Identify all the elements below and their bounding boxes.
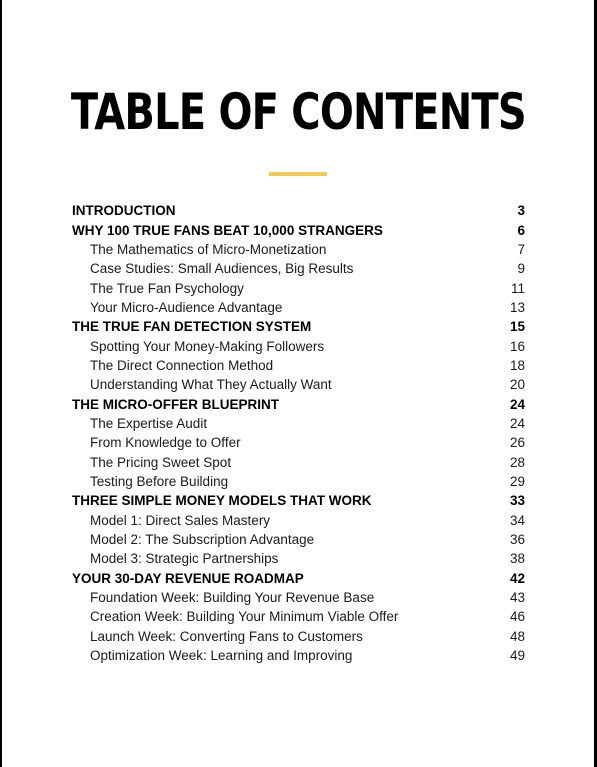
toc-section-entry[interactable] <box>72 336 525 355</box>
toc-entry-page-number: 26 <box>509 435 525 451</box>
toc-entry-page-number: 33 <box>509 493 525 509</box>
toc-entry-title: The Mathematics of Micro-Monetization <box>90 241 327 257</box>
toc-entry-title: Your Micro-Audience Advantage <box>90 299 283 315</box>
toc-entry-page-number: 34 <box>509 512 525 528</box>
toc-entry-page-number: 24 <box>509 415 525 431</box>
toc-section-entry[interactable] <box>72 298 525 317</box>
toc-section-entry[interactable] <box>72 278 525 297</box>
toc-entry-page-number: 3 <box>517 203 525 219</box>
toc-entry-title: Testing Before Building <box>90 473 229 489</box>
toc-entry-page-number: 43 <box>509 590 525 606</box>
toc-section-entry[interactable] <box>72 627 525 646</box>
toc-section-entry[interactable] <box>72 433 525 452</box>
toc-entry-title: Model 3: Strategic Partnerships <box>90 551 279 567</box>
toc-entry-title: YOUR 30-DAY REVENUE ROADMAP <box>72 570 304 586</box>
toc-chapter-entry[interactable] <box>72 569 525 588</box>
toc-entry-page-number: 24 <box>509 396 525 412</box>
toc-section-entry[interactable] <box>72 511 525 530</box>
toc-entry-page-number: 28 <box>509 454 525 470</box>
toc-entry-title: Spotting Your Money-Making Followers <box>90 338 325 354</box>
toc-entry-page-number: 15 <box>509 319 525 335</box>
toc-entry-title: THE TRUE FAN DETECTION SYSTEM <box>72 319 312 335</box>
toc-entry-title: The True Fan Psychology <box>90 280 244 296</box>
toc-entry-page-number: 7 <box>517 241 525 257</box>
toc-entry-title: Launch Week: Converting Fans to Customers <box>90 628 363 644</box>
toc-entry-title: Case Studies: Small Audiences, Big Results <box>90 261 354 277</box>
toc-entry-title: THREE SIMPLE MONEY MODELS THAT WORK <box>72 493 372 509</box>
toc-entry-title: Model 2: The Subscription Advantage <box>90 532 315 548</box>
toc-entry-title: From Knowledge to Offer <box>90 435 241 451</box>
toc-entry-page-number: 6 <box>517 222 525 238</box>
toc-entry-title: INTRODUCTION <box>72 203 176 219</box>
toc-chapter-entry[interactable] <box>72 317 525 336</box>
toc-entry-page-number: 42 <box>509 570 525 586</box>
page-border-left <box>0 0 2 767</box>
toc-section-entry[interactable] <box>72 452 525 471</box>
toc-entry-title: Understanding What They Actually Want <box>90 377 332 393</box>
toc-section-entry[interactable] <box>72 530 525 549</box>
toc-entry-title: WHY 100 TRUE FANS BEAT 10,000 STRANGERS <box>72 222 383 238</box>
toc-entry-page-number: 20 <box>509 377 525 393</box>
toc-section-entry[interactable] <box>72 414 525 433</box>
toc-entry-page-number: 16 <box>509 338 525 354</box>
toc-section-entry[interactable] <box>72 259 525 278</box>
table-of-contents <box>72 201 525 665</box>
title-divider <box>269 172 327 176</box>
toc-entry-page-number: 49 <box>509 648 525 664</box>
toc-entry-page-number: 36 <box>509 532 525 548</box>
toc-section-entry[interactable] <box>72 588 525 607</box>
toc-section-entry[interactable] <box>72 607 525 626</box>
toc-section-entry[interactable] <box>72 356 525 375</box>
toc-entry-page-number: 11 <box>510 280 525 296</box>
toc-entry-page-number: 48 <box>509 628 525 644</box>
toc-entry-title: THE MICRO-OFFER BLUEPRINT <box>72 396 279 412</box>
toc-section-entry[interactable] <box>72 549 525 568</box>
toc-chapter-entry[interactable] <box>72 394 525 413</box>
toc-entry-page-number: 38 <box>509 551 525 567</box>
toc-entry-title: Model 1: Direct Sales Mastery <box>90 512 271 528</box>
toc-entry-page-number: 18 <box>509 357 525 373</box>
toc-section-entry[interactable] <box>72 375 525 394</box>
toc-entry-page-number: 29 <box>509 473 525 489</box>
toc-entry-title: The Pricing Sweet Spot <box>90 454 232 470</box>
page-title: TABLE OF CONTENTS <box>70 83 526 141</box>
toc-entry-title: The Expertise Audit <box>90 415 208 431</box>
toc-entry-page-number: 9 <box>517 261 525 277</box>
toc-entry-title: Foundation Week: Building Your Revenue Base <box>90 590 375 606</box>
toc-chapter-entry[interactable] <box>72 201 525 220</box>
toc-section-entry[interactable] <box>72 472 525 491</box>
toc-entry-page-number: 46 <box>509 609 525 625</box>
toc-entry-title: Optimization Week: Learning and Improving <box>90 648 353 664</box>
toc-chapter-entry[interactable] <box>72 491 525 510</box>
toc-entry-title: Creation Week: Building Your Minimum Viable Offer <box>90 609 399 625</box>
toc-section-entry[interactable] <box>72 240 525 259</box>
toc-section-entry[interactable] <box>72 646 525 665</box>
toc-chapter-entry[interactable] <box>72 220 525 239</box>
toc-entry-page-number: 13 <box>509 299 525 315</box>
toc-entry-title: The Direct Connection Method <box>90 357 274 373</box>
